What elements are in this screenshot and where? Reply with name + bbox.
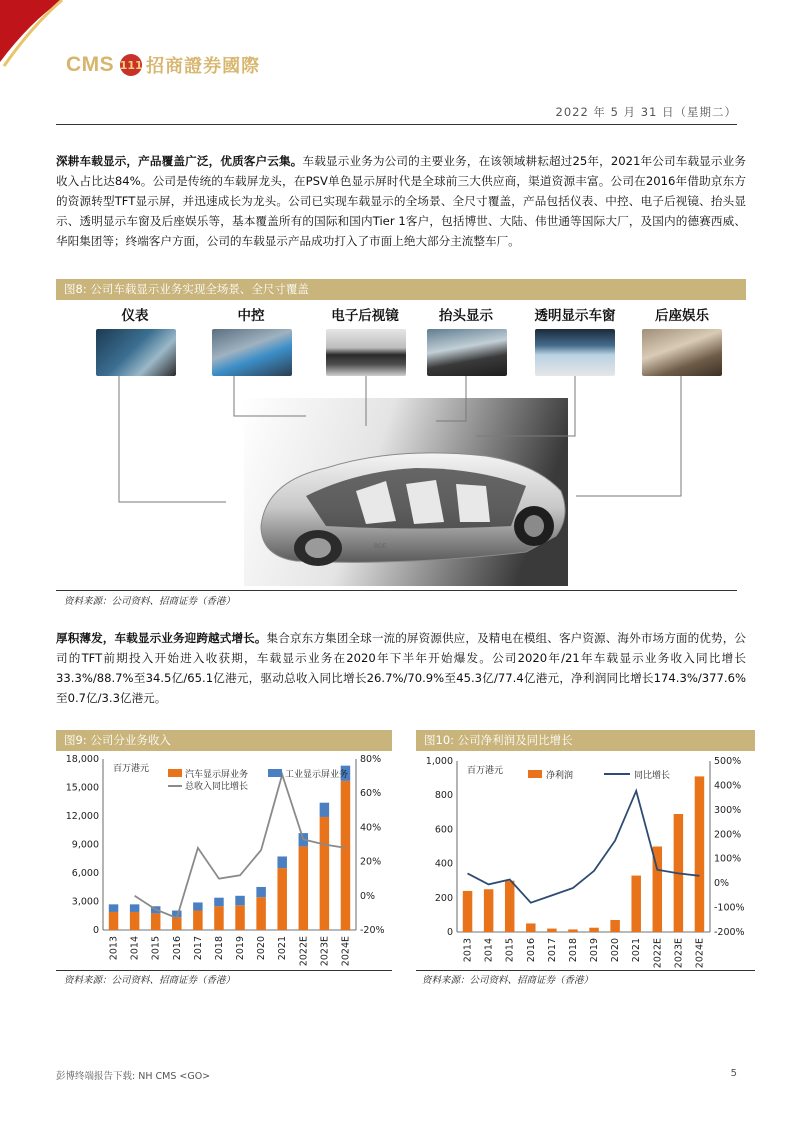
bar-primary: [256, 897, 265, 930]
corner-decoration: [0, 0, 70, 70]
paragraph-1-lead: 深耕车载显示，产品覆盖广泛，优质客户云集。: [56, 154, 303, 168]
y-right-tick-label: 20%: [360, 856, 382, 868]
x-tick-label: 2022E: [298, 936, 310, 967]
bar-primary: [299, 846, 308, 930]
bar-secondary: [235, 896, 244, 906]
figure-9-title: 图9: 公司分业务收入: [56, 730, 392, 751]
hud-photo: [427, 329, 507, 376]
x-tick-label: 2018: [567, 938, 579, 963]
y-right-tick-label: 200%: [714, 829, 742, 841]
x-tick-label: 2016: [525, 938, 537, 963]
bar-secondary: [277, 856, 286, 868]
figure-9-chart: [56, 751, 392, 971]
x-tick-label: 2021: [631, 938, 643, 963]
y-left-tick-label: 800: [434, 790, 453, 802]
x-tick-label: 2020: [610, 938, 622, 963]
figure-10-chart: [416, 751, 755, 971]
concept-car-illustration: [56, 376, 746, 586]
legend-swatch-auto: [168, 769, 182, 777]
y-left-tick-label: 6,000: [71, 868, 99, 879]
bar-primary: [193, 911, 202, 930]
bar-primary: [341, 781, 350, 930]
figure-9-bottom-rule: [56, 970, 392, 971]
y-left-tick-label: 3,000: [71, 896, 99, 908]
paragraph-1: [56, 151, 746, 251]
bar-primary: [547, 929, 556, 932]
paragraph-2-lead: 厚积薄发，车载显示业务迎跨越式增长。: [56, 631, 267, 645]
figure-10-bottom-rule: [416, 970, 755, 971]
x-tick-label: 2016: [171, 936, 183, 961]
category-label-hud: 抬头显示: [439, 308, 493, 324]
bar-primary: [631, 876, 640, 932]
legend-label-growth: 总收入同比增长: [185, 782, 249, 792]
x-tick-label: 2022E: [652, 938, 664, 969]
y-right-tick-label: 400%: [714, 780, 742, 792]
x-tick-label: 2021: [277, 936, 289, 961]
x-tick-label: 2023E: [319, 936, 331, 967]
bar-secondary: [130, 904, 139, 912]
bar-secondary: [214, 898, 223, 907]
y-left-tick-label: 18,000: [65, 754, 99, 765]
bar-secondary: [256, 887, 265, 897]
y-right-tick-label: -200%: [714, 927, 745, 938]
bar-secondary: [193, 902, 202, 910]
center-console-photo: [212, 329, 292, 376]
e-mirror-photo: [326, 329, 406, 376]
figure-10-source: 资料来源：公司资料、招商证券（香港）: [422, 975, 594, 986]
figure-10-title: 图10: 公司净利润及同比增长: [416, 730, 755, 751]
y-left-tick-label: 0: [92, 925, 99, 936]
report-date: 2022 年 5 月 31 日（星期二）: [555, 105, 737, 119]
company-logo: [66, 52, 260, 78]
y-right-tick-label: 300%: [714, 804, 742, 816]
page-number: 5: [730, 1068, 737, 1079]
bar-primary: [214, 906, 223, 930]
bar-primary: [109, 912, 118, 930]
y-left-tick-label: 15,000: [65, 782, 99, 794]
y-left-tick-label: 200: [434, 892, 453, 904]
bar-primary: [568, 929, 577, 932]
category-label-cluster: 仪表: [121, 308, 149, 324]
y-right-tick-label: -100%: [714, 902, 745, 914]
x-tick-label: 2015: [504, 938, 516, 963]
x-tick-label: 2019: [235, 936, 247, 961]
x-tick-label: 2023E: [673, 938, 685, 969]
legend-label-industrial: 工业显示屏业务: [285, 770, 349, 780]
category-label-rear-entertainment: 后座娱乐: [655, 308, 709, 324]
bar-primary: [484, 889, 493, 932]
legend-swatch-net-profit: [528, 770, 542, 778]
y-left-tick-label: 400: [434, 858, 453, 870]
x-tick-label: 2024E: [694, 938, 706, 969]
x-tick-label: 2013: [462, 938, 474, 963]
logo-chinese-name: 招商證券國際: [146, 56, 261, 77]
legend-swatch-industrial: [268, 769, 282, 777]
figure-8-bottom-rule: [56, 590, 737, 591]
y-right-tick-label: 0%: [714, 878, 730, 890]
y-left-tick-label: 9,000: [71, 839, 99, 851]
bar-primary: [463, 891, 472, 932]
x-tick-label: 2014: [483, 938, 495, 963]
bar-primary: [610, 920, 619, 932]
x-tick-label: 2018: [213, 936, 225, 961]
figure-9-source: 资料来源：公司资料、招商证券（香港）: [64, 975, 236, 986]
bar-primary: [320, 817, 329, 930]
figure-8-source: 资料来源：公司资料、招商证券（香港）: [64, 596, 236, 607]
x-tick-label: 2019: [589, 938, 601, 963]
bar-primary: [151, 913, 160, 930]
paragraph-2-body: 集合京东方集团全球一流的屏资源供应，及精电在模组、客户资源、海外市场方面的优势，公司的TFT前期投入开始进入收获期，车载显示业务在2020年下半年开始爆发。公司2020年/21年车载显示业务收入同比增长33.3%/88.7%至34.5亿/65.1亿港元，驱动总收入同比增长26.7%/70.9%至45.3亿/77.4亿港元，净利润同比增长174.3%/377.6%至0.7亿/3.3亿港元。: [56, 631, 746, 705]
category-label-center-console: 中控: [237, 308, 265, 324]
category-label-transparent-window: 透明显示车窗: [534, 308, 616, 324]
footer-bloomberg-note: 彭博终端报告下载: NH CMS <GO>: [56, 1071, 211, 1082]
y-right-tick-label: 500%: [714, 756, 742, 767]
y-right-tick-label: 60%: [360, 788, 382, 800]
unit-label: 百万港元: [113, 764, 150, 774]
legend-label-net-profit: 净利润: [546, 771, 574, 781]
header-divider: [56, 124, 737, 125]
legend-label-yoy: 同比增长: [634, 771, 671, 781]
bar-secondary: [320, 803, 329, 817]
y-right-tick-label: -20%: [360, 925, 385, 936]
bar-primary: [589, 928, 598, 932]
bar-primary: [695, 776, 704, 932]
legend-label-auto: 汽车显示屏业务: [185, 770, 249, 780]
paragraph-1-body: 车载显示业务为公司的主要业务，在该领域耕耘超过25年，2021年公司车载显示业务收入占比达84%。公司是传统的车载屏龙头，在PSV单色显示屏时代是全球前三大供应商，渠道资源丰富。公司在2016年借助京东方的资源转型TFT显示屏，并迅速成长为龙头。公司已实现车载显示的全场景、全尺寸覆盖，产品包括仪表、中控、电子后视镜、抬头显示、透明显示车窗及后座娱乐等，基本覆盖所有的国际和国内Tier 1客户，包括博世、大陆、伟世通等国际大厂，及国内的德赛西威、华阳集团等；终端客户方面，公司的车载显示产品成功打入了市面上绝大部分主流整车厂。: [56, 154, 746, 248]
transparent-window-photo: [535, 329, 615, 376]
y-right-tick-label: 0%: [360, 890, 376, 902]
bar-primary: [130, 912, 139, 930]
y-right-tick-label: 100%: [714, 853, 742, 865]
x-tick-label: 2024E: [340, 936, 352, 967]
y-left-tick-label: 0: [446, 927, 453, 938]
rear-entertainment-photo: [642, 329, 722, 376]
car-brand-badge: BOE: [374, 543, 387, 550]
bar-primary: [172, 917, 181, 930]
paragraph-2: [56, 628, 746, 708]
bar-primary: [526, 923, 535, 932]
x-tick-label: 2017: [192, 936, 204, 961]
cluster-photo: [96, 329, 176, 376]
unit-label: 百万港元: [467, 766, 504, 776]
x-tick-label: 2015: [150, 936, 162, 961]
y-left-tick-label: 12,000: [65, 811, 99, 822]
y-left-tick-label: 1,000: [425, 756, 453, 767]
x-tick-label: 2014: [129, 936, 141, 961]
bar-primary: [277, 868, 286, 930]
category-label-e-mirror: 电子后视镜: [331, 308, 399, 324]
x-tick-label: 2013: [108, 936, 120, 961]
bar-primary: [505, 881, 514, 932]
growth-line: [468, 791, 700, 903]
y-right-tick-label: 80%: [360, 754, 382, 765]
bar-primary: [235, 905, 244, 930]
y-left-tick-label: 600: [434, 824, 453, 836]
logo-cms: CMS: [66, 53, 115, 76]
logo-badge-icon: 111: [120, 54, 142, 76]
x-tick-label: 2020: [256, 936, 268, 961]
figure-8-title: 图8: 公司车载显示业务实现全场景、全尺寸覆盖: [56, 279, 746, 300]
y-right-tick-label: 40%: [360, 822, 382, 834]
bar-secondary: [109, 904, 118, 912]
x-tick-label: 2017: [546, 938, 558, 963]
